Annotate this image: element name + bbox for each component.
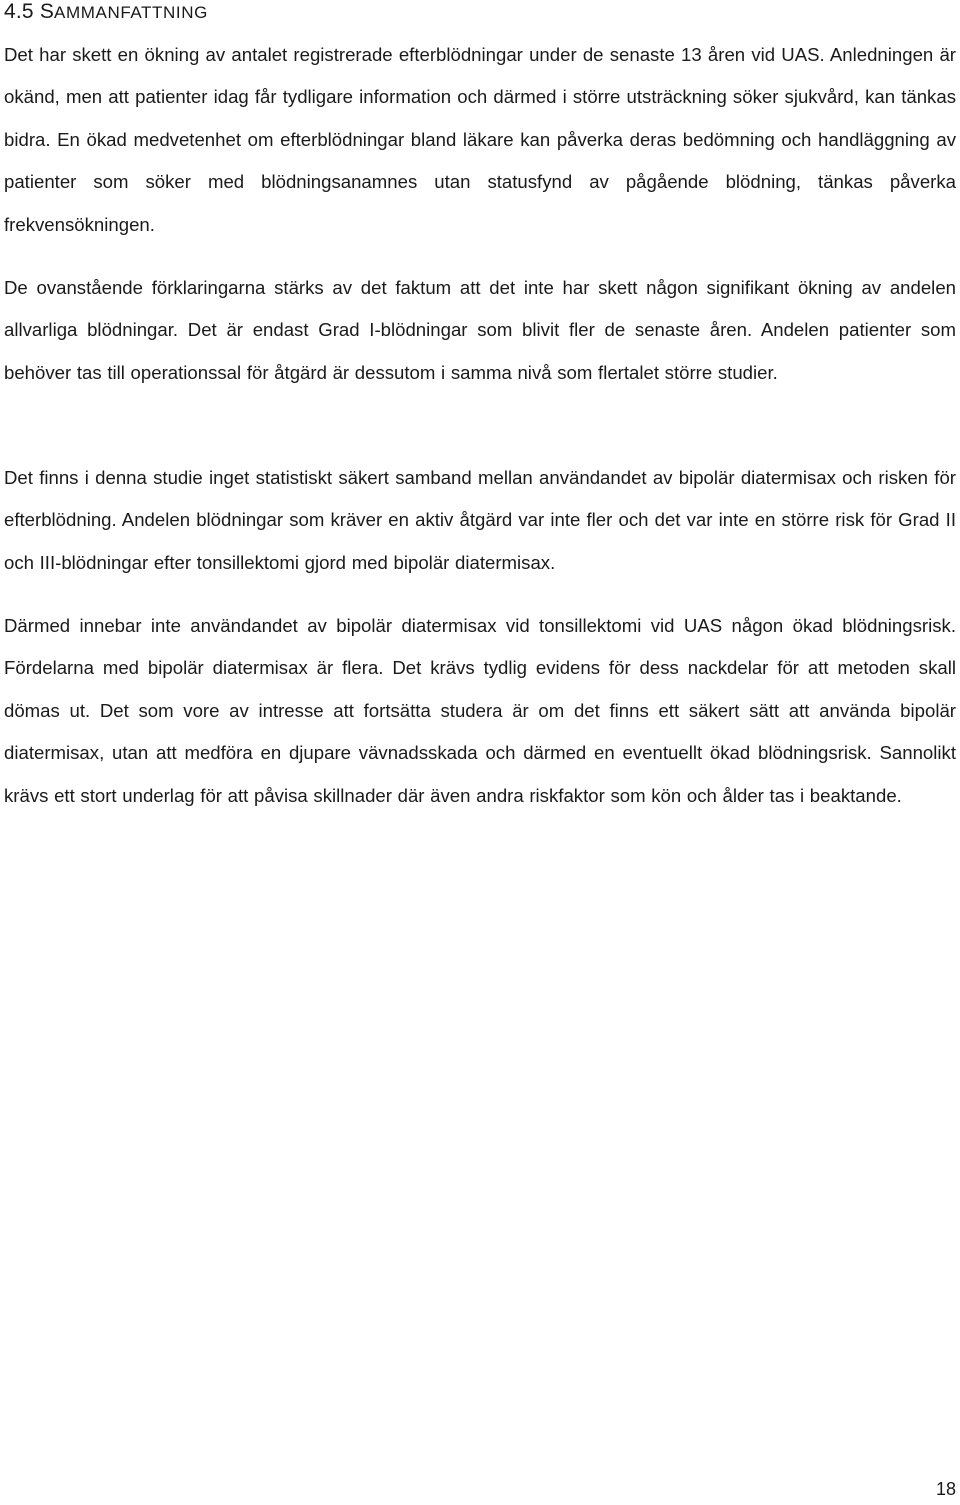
section-number: 4.5 S <box>4 0 55 23</box>
paragraph-4: Därmed innebar inte användandet av bipolär diatermisax vid tonsillektomi vid UAS någon ökad blödningsrisk. Fördelarna med bipolär diatermisax är flera. Det krävs tydlig evidens för dess nackdelar för att metoden skall dömas ut. Det som vore av intresse att fortsätta studera är om det finns ett säkert sätt att använda bipolär diatermisax, utan att medföra en djupare vävnadsskada och därmed en eventuellt ökad blödningsrisk. Sannolikt krävs ett stort underlag för att påvisa skillnader där även andra riskfaktor som kön och ålder tas i beaktande. <box>4 615 956 806</box>
paragraph-1: Det har skett en ökning av antalet registrerade efterblödningar under de senaste 13 åren vid UAS. Anledningen är okänd, men att patienter idag får tydligare information och därmed i större utsträckning söker sjukvård, kan tänkas bidra. En ökad medvetenhet om efterblödningar bland läkare kan påverka deras bedömning och handläggning av patienter som söker med blödningsanamnes utan statusfynd av pågående blödning, tänkas påverka frekvensökningen. <box>4 44 956 235</box>
page-number: 18 <box>935 1479 956 1499</box>
section-heading <box>4 0 208 27</box>
section-title: AMMANFATTNING <box>54 3 208 22</box>
paragraph-2: De ovanstående förklaringarna stärks av det faktum att det inte har skett någon signifikant ökning av andelen allvarliga blödningar. Det är endast Grad I-blödningar som blivit fler de senaste åren. Andelen patienter som behöver tas till operationssal för åtgärd är dessutom i samma nivå som flertalet större studier. <box>4 277 956 383</box>
paragraph-3: Det finns i denna studie inget statistiskt säkert samband mellan användandet av bipolär diatermisax och risken för efterblödning. Andelen blödningar som kräver en aktiv åtgärd var inte fler och det var inte en större risk för Grad II och III-blödningar efter tonsillektomi gjord med bipolär diatermisax. <box>4 467 956 573</box>
